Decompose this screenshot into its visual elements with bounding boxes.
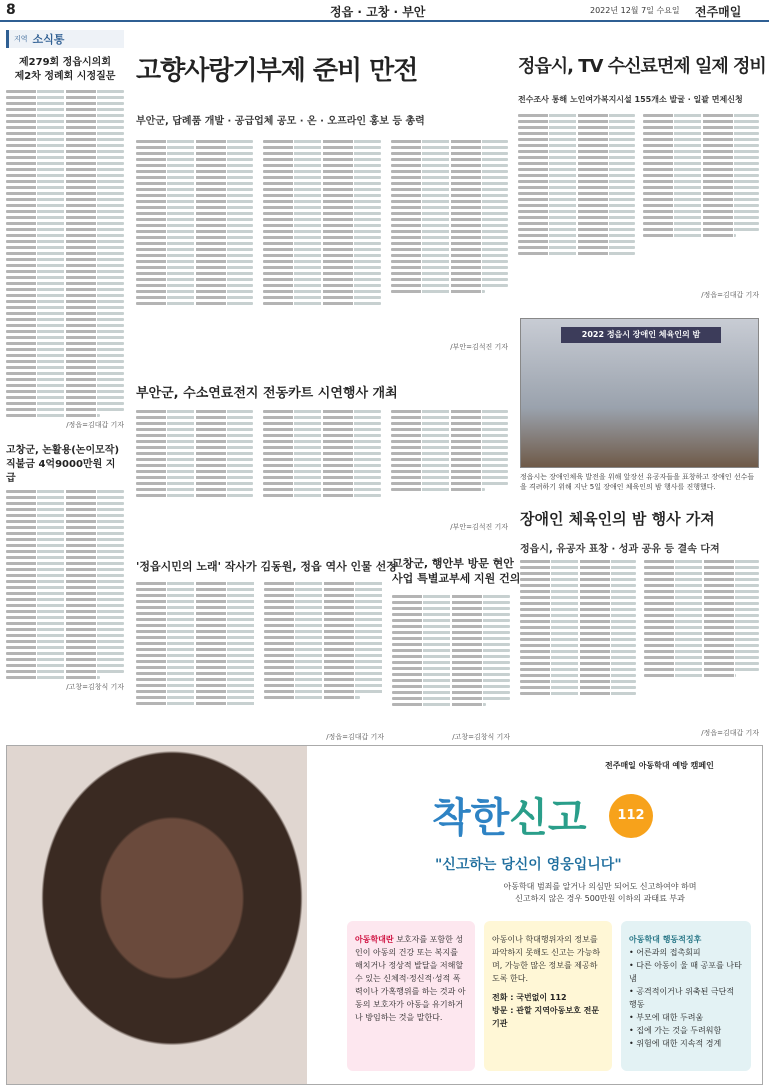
- headline-citizen-song: '정읍시민의 노래' 작사가 김동원, 정읍 역사 인물 선정: [136, 560, 397, 573]
- child-abuse-prevention-ad: [6, 745, 763, 1085]
- credit-special-grant: /고창=김창식 기자: [452, 733, 510, 741]
- ad-card-report: [484, 921, 612, 1071]
- left-headline-2: 고창군, 논활용(논이모작) 직불금 4억9000만원 지급: [6, 445, 120, 484]
- headline-disability-sports: 장애인 체육인의 밤 행사 가져: [520, 510, 715, 528]
- card2-phone: 전화 : 국번없이 112: [492, 993, 567, 1002]
- sign-item: 부모에 대한 두려움: [636, 1013, 704, 1022]
- ad-photo-child: [7, 746, 307, 1084]
- photo-caption: 정읍시는 장애인체육 발전을 위해 앞장선 유공자들을 표창하고 장애인 선수들을 격려하기 위해 지난 5일 장애인 체육인의 밤 행사를 진행했다.: [520, 473, 755, 491]
- left-credit-2: /고창=김창식 기자: [66, 683, 124, 691]
- card3-title: 아동학대 행동적징후: [629, 935, 702, 944]
- section-title: 정읍 · 고창 · 부안: [330, 5, 426, 19]
- left-headline-1: 제279회 정읍시의회 제2차 정례회 시정질문: [14, 57, 116, 82]
- credit-fuel-cell-cart: /부안=김석진 기자: [450, 523, 508, 531]
- ad-slogan: "신고하는 당신이 영웅입니다": [435, 857, 622, 873]
- credit-hometown-donation: /부안=김석진 기자: [450, 343, 508, 351]
- tag-label: 소식통: [32, 33, 65, 46]
- card1-text: 보호자를 포함한 성인이 아동의 건강 또는 복지를 해치거나 정상적 발달을 저해할 수 있는 신체적·정신적·성적 폭력이나 가혹행위를 하는 것과 아동의 보호자가 아동을 유기하거나 방임하는 것을 말한다.: [355, 935, 466, 1022]
- ad-description: 아동학대 범죄를 알거나 의심만 되어도 신고하여야 하며 신고하지 않은 경우 500만원 이하의 과태료 부과: [503, 882, 697, 903]
- credit-citizen-song: /정읍=김대갑 기자: [326, 733, 384, 741]
- sign-item: 어른과의 접촉회피: [636, 948, 701, 957]
- ad-logo: [432, 786, 587, 843]
- credit-disability-sports: /정읍=김대갑 기자: [701, 729, 759, 737]
- subhead-disability-sports: 정읍시, 유공자 표창 · 성과 공유 등 결속 다져: [520, 544, 720, 555]
- left-credit-1: /정읍=김대갑 기자: [66, 421, 124, 429]
- sign-item: 공격적이거나 위축된 극단적 행동: [629, 987, 735, 1009]
- sign-item: 위험에 대한 지속적 경계: [636, 1039, 722, 1048]
- body-fuel-cell-cart: [136, 410, 508, 520]
- headline-special-grant: 고창군, 행안부 방문 현안 사업 특별교부세 지원 건의: [392, 557, 521, 585]
- headline-tv-fee: 정읍시, TV 수신료면제 일제 정비: [518, 56, 766, 77]
- left-body-1: [6, 90, 124, 417]
- ad-card-signs: 아동학대 행동적징후 • 어른과의 접촉회피 • 다른 아동이 울 때 공포를 나타냄 • 공격적이거나 위축된 극단적 행동 • 부모에 대한 두려움 • 집에 가는 것을 두려워함 • 위험에 대한 지속적 경계: [621, 921, 751, 1071]
- credit-tv-fee: /정읍=김대갑 기자: [701, 291, 759, 299]
- page-header: [0, 0, 769, 22]
- body-hometown-donation: [136, 140, 508, 340]
- logo-part-b: 신고: [509, 795, 587, 841]
- tag-prefix: 지역: [14, 35, 28, 43]
- body-tv-fee: [518, 114, 759, 289]
- left-news-column: [6, 30, 124, 735]
- event-photo: [520, 318, 759, 468]
- card2-text: 아동이나 학대행위자의 정보를 파악하지 못해도 신고는 가능하며, 가능한 많은 정보를 제공하도록 한다.: [492, 935, 601, 983]
- headline-hometown-donation: 고향사랑기부제 준비 만전: [136, 56, 418, 86]
- subhead-hometown-donation: 부안군, 답례품 개발 · 공급업체 공모 · 온 · 오프라인 홍보 등 총력: [136, 116, 425, 127]
- issue-date: 2022년 12월 7일 수요일: [590, 6, 680, 15]
- ad-card-definition: [347, 921, 475, 1071]
- column-tag: [6, 30, 124, 48]
- card1-title: 아동학대란: [355, 935, 394, 944]
- body-disability-sports: [520, 560, 759, 725]
- body-special-grant: [392, 595, 510, 730]
- subhead-tv-fee: 전수조사 통해 노인여가복지시설 155개소 발굴 · 일괄 면제신청: [518, 95, 743, 104]
- headline-fuel-cell-cart: 부안군, 수소연료전지 전동카트 시연행사 개최: [136, 386, 398, 401]
- sign-item: 다른 아동이 울 때 공포를 나타냄: [629, 961, 742, 983]
- logo-part-a: 착한: [432, 795, 510, 841]
- paper-name: 전주매일: [695, 5, 742, 19]
- page-number: 8: [6, 2, 16, 18]
- ad-112-badge: 112: [609, 794, 653, 838]
- left-body-2: [6, 490, 124, 679]
- sign-item: 집에 가는 것을 두려워함: [636, 1026, 722, 1035]
- body-citizen-song: [136, 582, 384, 732]
- card2-visit: 방문 : 관할 지역아동보호 전문기관: [492, 1006, 600, 1028]
- photo-banner: 2022 정읍시 장애인 체육인의 밤: [561, 327, 721, 343]
- ad-campaign-label: 전주매일 아동학대 예방 캠페인: [605, 761, 714, 770]
